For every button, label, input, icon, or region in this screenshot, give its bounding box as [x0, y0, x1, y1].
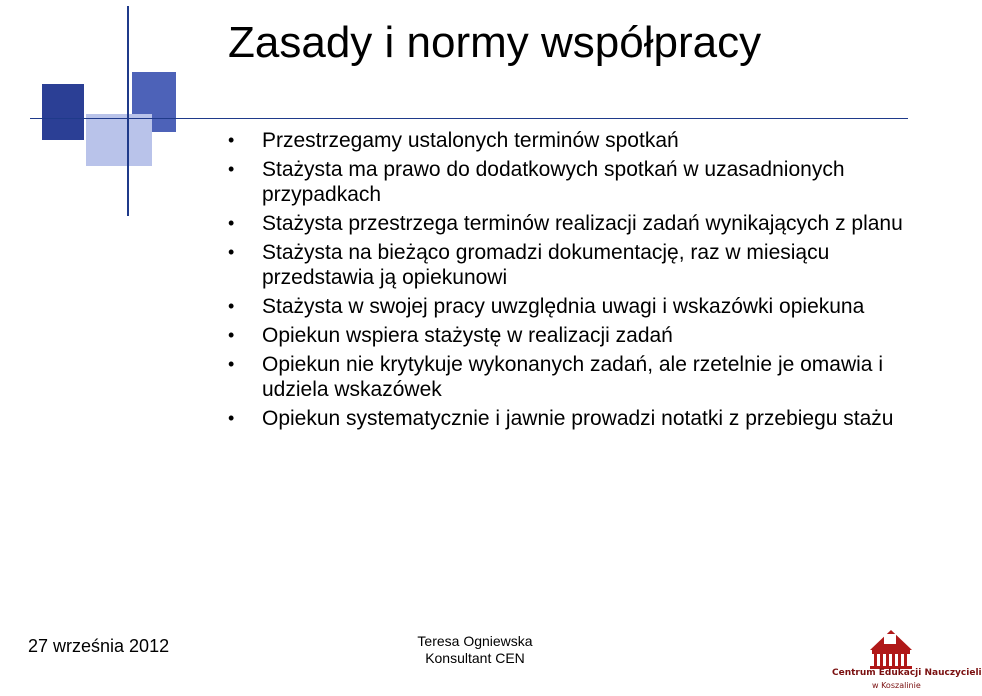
deco-horizontal-line: [30, 118, 908, 119]
deco-square-dark: [42, 84, 84, 140]
footer-date: 27 września 2012: [28, 636, 170, 656]
bullet-icon: •: [228, 242, 235, 262]
slide-title: Zasady i normy współpracy: [228, 18, 762, 67]
bullet-icon: •: [228, 408, 235, 428]
bullet-icon: •: [228, 159, 235, 179]
author-name: Teresa Ogniewska: [417, 633, 533, 649]
author-role: Konsultant CEN: [425, 650, 525, 666]
deco-square-light: [86, 114, 152, 166]
logo-title: Centrum Edukacji Nauczycieli: [832, 668, 982, 678]
bullet-icon: •: [228, 325, 235, 345]
logo-subtitle: w Koszalinie: [872, 681, 921, 690]
bullet-icon: •: [228, 213, 235, 233]
footer-author: [400, 633, 550, 667]
list-item: • Stażysta przestrzega terminów realizacji zadań wynikających z planu: [228, 212, 903, 235]
bullet-list: [226, 128, 906, 435]
list-item: • Opiekun nie krytykuje wykonanych zadań, ale rzetelnie je omawia i udziela wskazówek: [228, 353, 883, 401]
building-icon: [870, 630, 912, 669]
bullet-icon: •: [228, 130, 235, 150]
deco-vertical-line: [127, 6, 129, 216]
bullet-icon: •: [228, 296, 235, 316]
list-item: • Opiekun systematycznie i jawnie prowadzi notatki z przebiegu stażu: [228, 407, 894, 430]
bullet-icon: •: [228, 354, 235, 374]
list-item: • Opiekun wspiera stażystę w realizacji zadań: [228, 324, 673, 347]
list-item: • Stażysta w swojej pracy uwzględnia uwagi i wskazówki opiekuna: [228, 295, 865, 318]
list-item: • Stażysta ma prawo do dodatkowych spotkań w uzasadnionych przypadkach: [228, 158, 845, 206]
list-item: • Przestrzegamy ustalonych terminów spotkań: [228, 129, 679, 152]
list-item: • Stażysta na bieżąco gromadzi dokumentację, raz w miesiącu przedstawia ją opiekunowi: [228, 241, 830, 289]
